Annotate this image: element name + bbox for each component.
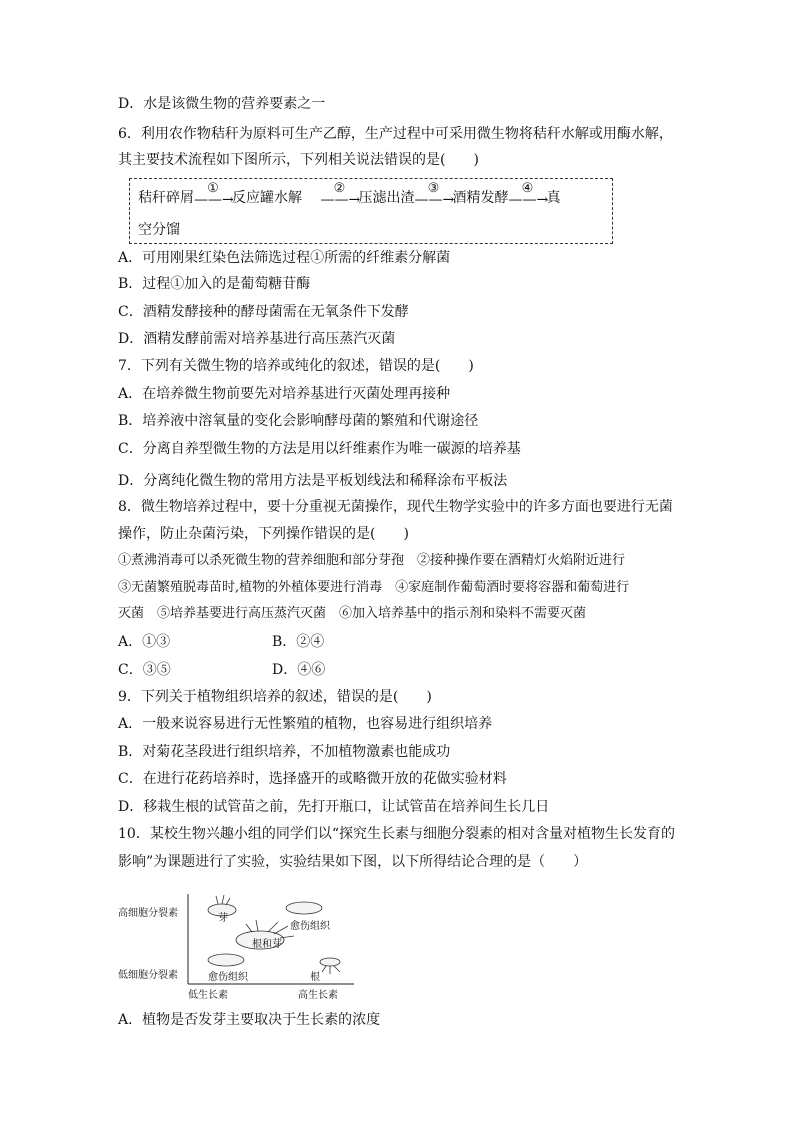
x-label-high: 高生长素: [298, 990, 338, 1001]
label-callus-bottom: 愈伤组织: [208, 972, 248, 983]
flow-step-straw: 秸秆碎屑: [138, 190, 194, 206]
q7-option-d: D．分离纯化微生物的常用方法是平板划线法和稀释涂布平板法: [118, 473, 508, 489]
q6-option-b: B．过程①加入的是葡萄糖苷酶: [118, 276, 311, 292]
bud-sprouts: [216, 895, 230, 905]
q8-items-line1: ①煮沸消毒可以杀死微生物的营养细胞和部分芽孢 ②接种操作要在酒精灯火焰附近进行: [118, 553, 626, 568]
callus-bottom-shape: [208, 954, 244, 966]
q7-option-a: A．在培养微生物前要先对培养基进行灭菌处理再接种: [118, 386, 451, 402]
q6-flow-diagram: [129, 178, 613, 244]
q8-stem-line2: 操作，防止杂菌污染，下列操作错误的是( ): [118, 526, 409, 542]
q8-items-line3: 灭菌 ⑤培养基要进行高压蒸汽灭菌 ⑥加入培养基中的指示剂和染料不需要灭菌: [118, 606, 587, 621]
q7-stem: 7．下列有关微生物的培养或纯化的叙述，错误的是( ): [118, 358, 474, 374]
y-label-low: 低细胞分裂素: [118, 970, 178, 981]
q8-option-b: B．②④: [272, 634, 325, 650]
q6-option-d: D．酒精发酵前需对培养基进行高压蒸汽灭菌: [118, 331, 396, 347]
q8-stem-line1: 8．微生物培养过程中，要十分重视无菌操作，现代生物学实验中的许多方面也要进行无菌: [118, 499, 673, 515]
root-shape: [320, 958, 340, 966]
q10-option-a: A．植物是否发芽主要取决于生长素的浓度: [118, 1012, 381, 1028]
flow-arrow-4: ④ ——→: [508, 181, 549, 208]
flow-step-hydrolysis: 反应罐水解: [232, 190, 302, 206]
q10-hormone-figure: [118, 890, 358, 1002]
label-callus-top: 愈伤组织: [290, 921, 330, 932]
q6-stem-line2: 其主要技术流程如下图所示，下列相关说法错误的是( ): [118, 152, 479, 168]
q9-option-a: A．一般来说容易进行无性繁殖的植物，也容易进行组织培养: [118, 716, 493, 732]
q8-option-a: A．①③: [118, 634, 171, 650]
q10-stem-line1: 10．某校生物兴趣小组的同学们以“探究生长素与细胞分裂素的相对含量对植物生长发育的: [118, 826, 675, 842]
q5-option-d: D．水是该微生物的营养要素之一: [118, 96, 326, 112]
label-root-bud: 根和芽: [252, 939, 282, 950]
q9-option-c: C．在进行花药培养时，选择盛开的或略微开放的花做实验材料: [118, 771, 507, 787]
q6-stem-line1: 6．利用农作物秸秆为原料可生产乙醇，生产过程中可采用微生物将秸秆水解或用酶水解，: [118, 126, 673, 142]
flow-arrow-1: ① ——→: [194, 181, 234, 208]
q7-option-b: B．培养液中溶氧量的变化会影响酵母菌的繁殖和代谢途径: [118, 413, 479, 429]
label-root: 根: [310, 972, 320, 983]
flow-step-filter: 压滤出渣: [358, 190, 415, 206]
q8-option-d: D．④⑥: [272, 662, 326, 678]
q8-option-c: C．③⑤: [118, 662, 171, 678]
flow-step-fermentation: 酒精发酵: [452, 190, 509, 206]
q6-option-a: A．可用刚果红染色法筛选过程①所需的纤维素分解菌: [118, 250, 451, 266]
q7-option-c: C．分离自养型微生物的方法是用以纤维素作为唯一碳源的培养基: [118, 441, 521, 457]
q8-items-line2: ③无菌繁殖脱毒苗时,植物的外植体要进行消毒 ④家庭制作葡萄酒时要将容器和葡萄进行: [118, 580, 630, 595]
y-label-high: 高细胞分裂素: [118, 908, 178, 919]
label-bud: 芽: [218, 913, 228, 924]
root-hairs: [322, 966, 340, 974]
q9-option-b: B．对菊花茎段进行组织培养，不加植物激素也能成功: [118, 744, 451, 760]
q6-option-c: C．酒精发酵接种的酵母菌需在无氧条件下发酵: [118, 304, 409, 320]
flow-arrow-2: ② ——→: [320, 181, 361, 208]
callus-top-shape: [286, 902, 322, 914]
flow-step-distill-a: 真: [546, 190, 561, 206]
flow-arrow-3: ③ ——→: [414, 181, 455, 208]
q10-stem-line2: 影响”为课题进行了实验，实验结果如下图，以下所得结论合理的是（ ）: [118, 854, 588, 870]
flow-step-distill-b: 空分馏: [138, 222, 180, 238]
q9-option-d: D．移栽生根的试管苗之前，先打开瓶口，让试管苗在培养间生长几日: [118, 799, 550, 815]
x-label-low: 低生长素: [188, 990, 228, 1001]
q9-stem: 9．下列关于植物组织培养的叙述，错误的是( ): [118, 689, 432, 705]
